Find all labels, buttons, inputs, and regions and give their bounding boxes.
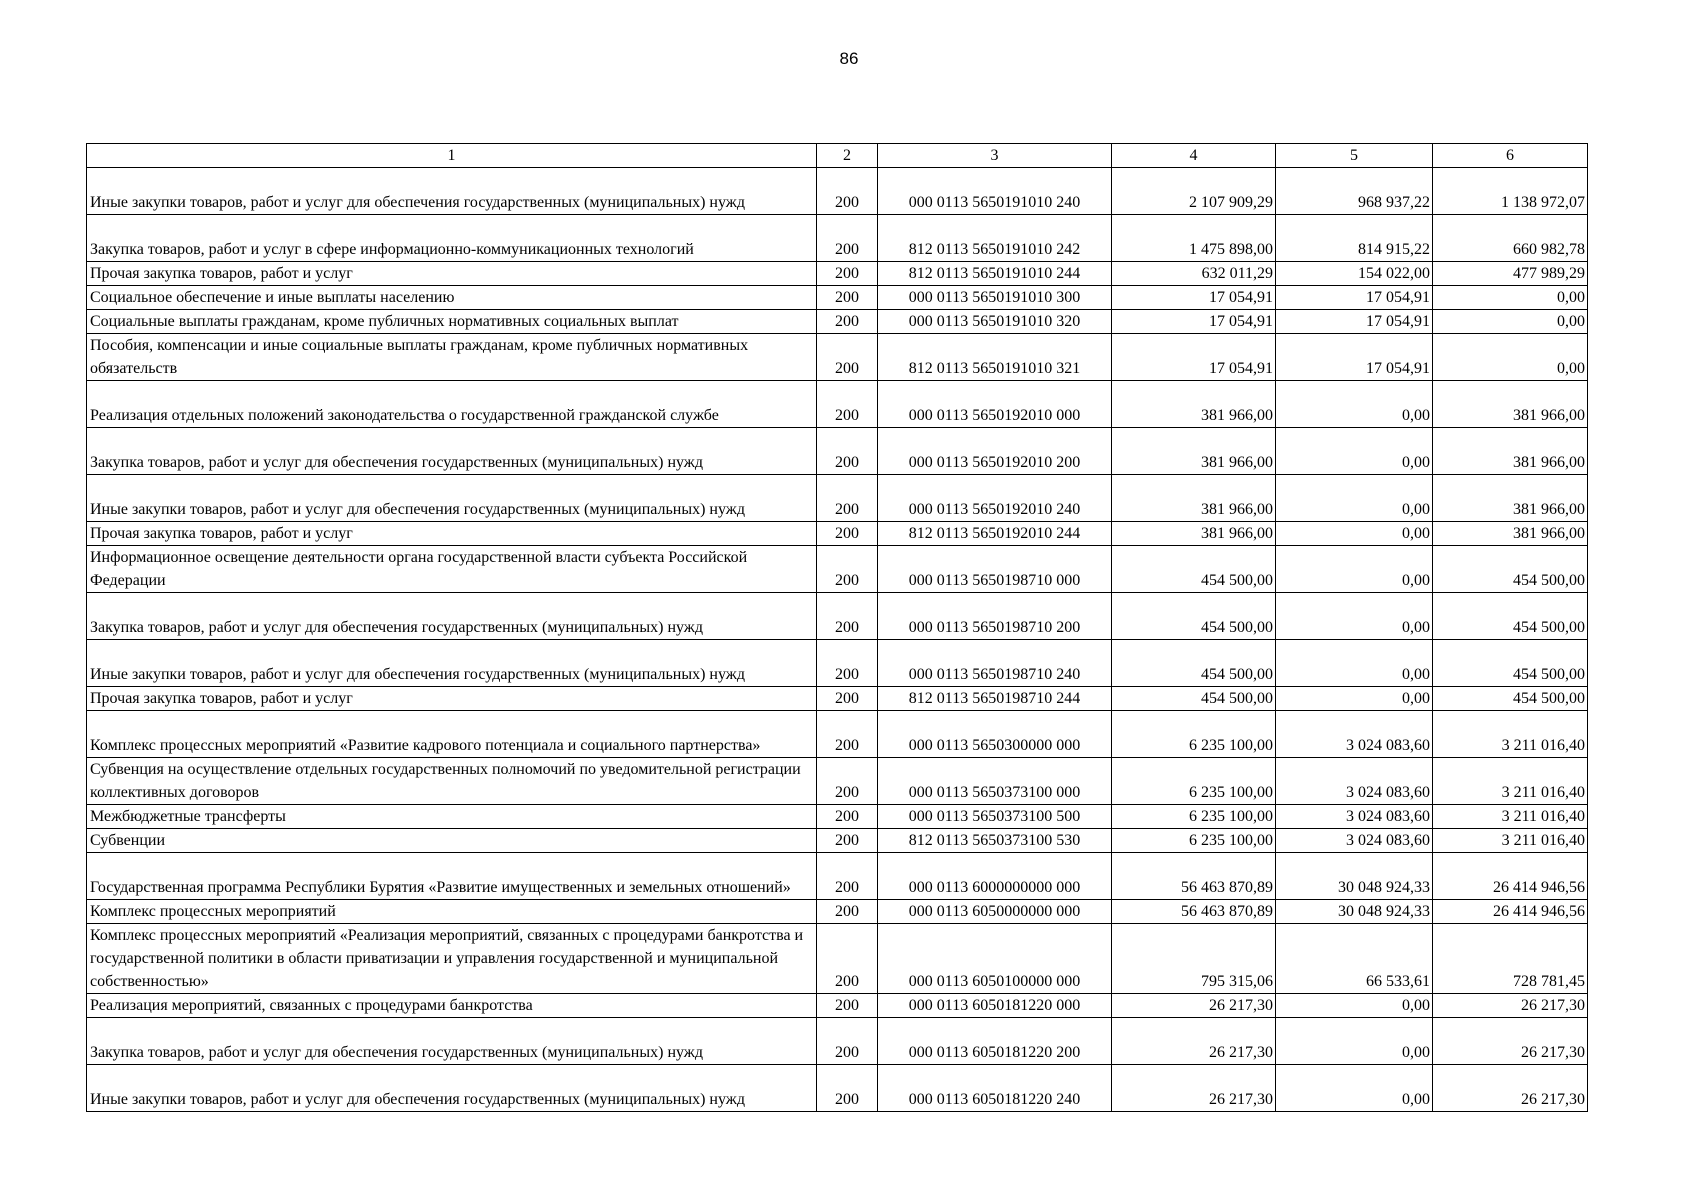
- header-row: [87, 144, 1588, 168]
- header-cell: 4: [1112, 144, 1276, 168]
- row-col5-cell: 0,00: [1276, 522, 1433, 546]
- row-col4-cell: 381 966,00: [1112, 381, 1276, 428]
- row-col6-cell: 381 966,00: [1433, 428, 1588, 475]
- row-col4-cell: 632 011,29: [1112, 262, 1276, 286]
- row-kbk-cell: 000 0113 5650192010 200: [878, 428, 1112, 475]
- row-kbk-cell: 000 0113 5650198710 240: [878, 640, 1112, 687]
- table-row: [87, 381, 1588, 428]
- row-kbk-cell: 000 0113 6050181220 200: [878, 1018, 1112, 1065]
- row-kbk-cell: 000 0113 5650198710 000: [878, 546, 1112, 593]
- budget-table: [86, 143, 1588, 1112]
- row-name-cell: Субвенции: [87, 829, 817, 853]
- row-col4-cell: 26 217,30: [1112, 994, 1276, 1018]
- row-kbk-cell: 812 0113 5650191010 321: [878, 334, 1112, 381]
- row-name-cell: Межбюджетные трансферты: [87, 805, 817, 829]
- row-col6-cell: 0,00: [1433, 334, 1588, 381]
- table-row: [87, 168, 1588, 215]
- row-col5-cell: 17 054,91: [1276, 310, 1433, 334]
- row-col6-cell: 381 966,00: [1433, 522, 1588, 546]
- row-col6-cell: 477 989,29: [1433, 262, 1588, 286]
- table-row: [87, 1065, 1588, 1112]
- table-row: [87, 593, 1588, 640]
- row-col4-cell: 381 966,00: [1112, 428, 1276, 475]
- row-col4-cell: 454 500,00: [1112, 546, 1276, 593]
- table-row: [87, 900, 1588, 924]
- row-name-cell: Закупка товаров, работ и услуг для обеспечения государственных (муниципальных) нужд: [87, 1018, 817, 1065]
- row-col5-cell: 3 024 083,60: [1276, 829, 1433, 853]
- row-kbk-cell: 000 0113 5650373100 000: [878, 758, 1112, 805]
- row-col6-cell: 3 211 016,40: [1433, 758, 1588, 805]
- row-col5-cell: 0,00: [1276, 593, 1433, 640]
- row-code-cell: 200: [817, 805, 878, 829]
- row-code-cell: 200: [817, 640, 878, 687]
- row-col6-cell: 26 414 946,56: [1433, 900, 1588, 924]
- row-kbk-cell: 812 0113 5650191010 244: [878, 262, 1112, 286]
- row-kbk-cell: 000 0113 5650191010 300: [878, 286, 1112, 310]
- row-col5-cell: 30 048 924,33: [1276, 853, 1433, 900]
- row-col6-cell: 381 966,00: [1433, 381, 1588, 428]
- row-col4-cell: 6 235 100,00: [1112, 805, 1276, 829]
- row-col5-cell: 0,00: [1276, 687, 1433, 711]
- table-row: [87, 310, 1588, 334]
- row-kbk-cell: 000 0113 6050000000 000: [878, 900, 1112, 924]
- row-name-cell: Социальное обеспечение и иные выплаты населению: [87, 286, 817, 310]
- row-code-cell: 200: [817, 381, 878, 428]
- row-col6-cell: 728 781,45: [1433, 924, 1588, 994]
- row-code-cell: 200: [817, 900, 878, 924]
- row-name-cell: Пособия, компенсации и иные социальные выплаты гражданам, кроме публичных нормативных обязательств: [87, 334, 817, 381]
- row-name-cell: Комплекс процессных мероприятий «Реализация мероприятий, связанных с процедурами банкротства и государственной политики в области приватизации и управления государственной и муниципальной собственностью»: [87, 924, 817, 994]
- row-col4-cell: 17 054,91: [1112, 334, 1276, 381]
- table-row: [87, 286, 1588, 310]
- row-code-cell: 200: [817, 853, 878, 900]
- row-kbk-cell: 812 0113 5650373100 530: [878, 829, 1112, 853]
- row-col6-cell: 454 500,00: [1433, 687, 1588, 711]
- row-col5-cell: 17 054,91: [1276, 334, 1433, 381]
- row-name-cell: Прочая закупка товаров, работ и услуг: [87, 522, 817, 546]
- row-col4-cell: 17 054,91: [1112, 310, 1276, 334]
- row-code-cell: 200: [817, 829, 878, 853]
- row-col4-cell: 6 235 100,00: [1112, 829, 1276, 853]
- table-row: [87, 687, 1588, 711]
- row-kbk-cell: 000 0113 6050181220 000: [878, 994, 1112, 1018]
- row-col5-cell: 0,00: [1276, 994, 1433, 1018]
- row-col6-cell: 1 138 972,07: [1433, 168, 1588, 215]
- row-name-cell: Прочая закупка товаров, работ и услуг: [87, 687, 817, 711]
- row-col5-cell: 0,00: [1276, 640, 1433, 687]
- row-kbk-cell: 000 0113 5650373100 500: [878, 805, 1112, 829]
- row-col4-cell: 795 315,06: [1112, 924, 1276, 994]
- row-code-cell: 200: [817, 334, 878, 381]
- row-col5-cell: 0,00: [1276, 1018, 1433, 1065]
- row-code-cell: 200: [817, 428, 878, 475]
- row-code-cell: 200: [817, 1018, 878, 1065]
- row-name-cell: Закупка товаров, работ и услуг для обеспечения государственных (муниципальных) нужд: [87, 593, 817, 640]
- row-col6-cell: 26 217,30: [1433, 994, 1588, 1018]
- row-name-cell: Социальные выплаты гражданам, кроме публичных нормативных социальных выплат: [87, 310, 817, 334]
- row-col5-cell: 0,00: [1276, 546, 1433, 593]
- row-col5-cell: 66 533,61: [1276, 924, 1433, 994]
- row-kbk-cell: 000 0113 6050181220 240: [878, 1065, 1112, 1112]
- row-name-cell: Информационное освещение деятельности органа государственной власти субъекта Российской Федерации: [87, 546, 817, 593]
- row-code-cell: 200: [817, 687, 878, 711]
- row-col4-cell: 454 500,00: [1112, 687, 1276, 711]
- row-name-cell: Иные закупки товаров, работ и услуг для обеспечения государственных (муниципальных) нужд: [87, 1065, 817, 1112]
- row-kbk-cell: 000 0113 5650300000 000: [878, 711, 1112, 758]
- row-col6-cell: 0,00: [1433, 286, 1588, 310]
- row-col6-cell: 454 500,00: [1433, 546, 1588, 593]
- header-cell: 6: [1433, 144, 1588, 168]
- row-name-cell: Иные закупки товаров, работ и услуг для обеспечения государственных (муниципальных) нужд: [87, 475, 817, 522]
- row-code-cell: 200: [817, 546, 878, 593]
- table-row: [87, 428, 1588, 475]
- row-name-cell: Иные закупки товаров, работ и услуг для обеспечения государственных (муниципальных) нужд: [87, 168, 817, 215]
- table-row: [87, 758, 1588, 805]
- row-col5-cell: 968 937,22: [1276, 168, 1433, 215]
- row-kbk-cell: 000 0113 5650192010 240: [878, 475, 1112, 522]
- row-name-cell: Комплекс процессных мероприятий: [87, 900, 817, 924]
- table-row: [87, 522, 1588, 546]
- row-col5-cell: 0,00: [1276, 475, 1433, 522]
- header-cell: 1: [87, 144, 817, 168]
- row-name-cell: Иные закупки товаров, работ и услуг для обеспечения государственных (муниципальных) нужд: [87, 640, 817, 687]
- header-cell: 5: [1276, 144, 1433, 168]
- row-name-cell: Реализация отдельных положений законодательства о государственной гражданской службе: [87, 381, 817, 428]
- row-code-cell: 200: [817, 310, 878, 334]
- row-kbk-cell: 812 0113 5650192010 244: [878, 522, 1112, 546]
- table-row: [87, 1018, 1588, 1065]
- row-col4-cell: 454 500,00: [1112, 593, 1276, 640]
- row-col4-cell: 381 966,00: [1112, 475, 1276, 522]
- row-col4-cell: 26 217,30: [1112, 1065, 1276, 1112]
- row-col4-cell: 1 475 898,00: [1112, 215, 1276, 262]
- row-kbk-cell: 000 0113 6050100000 000: [878, 924, 1112, 994]
- row-name-cell: Закупка товаров, работ и услуг для обеспечения государственных (муниципальных) нужд: [87, 428, 817, 475]
- row-kbk-cell: 812 0113 5650198710 244: [878, 687, 1112, 711]
- header-cell: 3: [878, 144, 1112, 168]
- table-body: [87, 144, 1588, 1112]
- row-col5-cell: 154 022,00: [1276, 262, 1433, 286]
- row-col6-cell: 26 414 946,56: [1433, 853, 1588, 900]
- row-col4-cell: 381 966,00: [1112, 522, 1276, 546]
- row-name-cell: Реализация мероприятий, связанных с процедурами банкротства: [87, 994, 817, 1018]
- row-kbk-cell: 000 0113 5650192010 000: [878, 381, 1112, 428]
- row-code-cell: 200: [817, 758, 878, 805]
- table-row: [87, 853, 1588, 900]
- row-col5-cell: 17 054,91: [1276, 286, 1433, 310]
- row-name-cell: Субвенция на осуществление отдельных государственных полномочий по уведомительной регистрации коллективных договоров: [87, 758, 817, 805]
- page-number: 86: [839, 49, 859, 68]
- row-col5-cell: 3 024 083,60: [1276, 805, 1433, 829]
- row-code-cell: 200: [817, 475, 878, 522]
- row-col5-cell: 814 915,22: [1276, 215, 1433, 262]
- table-row: [87, 924, 1588, 994]
- row-col5-cell: 3 024 083,60: [1276, 711, 1433, 758]
- table-row: [87, 546, 1588, 593]
- row-code-cell: 200: [817, 215, 878, 262]
- row-col6-cell: 381 966,00: [1433, 475, 1588, 522]
- row-col6-cell: 26 217,30: [1433, 1065, 1588, 1112]
- header-cell: 2: [817, 144, 878, 168]
- row-code-cell: 200: [817, 711, 878, 758]
- row-col6-cell: 454 500,00: [1433, 593, 1588, 640]
- row-col6-cell: 3 211 016,40: [1433, 805, 1588, 829]
- row-col5-cell: 30 048 924,33: [1276, 900, 1433, 924]
- row-col6-cell: 0,00: [1433, 310, 1588, 334]
- table-row: [87, 334, 1588, 381]
- row-code-cell: 200: [817, 522, 878, 546]
- row-col6-cell: 454 500,00: [1433, 640, 1588, 687]
- table-row: [87, 475, 1588, 522]
- table-row: [87, 829, 1588, 853]
- row-col6-cell: 3 211 016,40: [1433, 829, 1588, 853]
- table-row: [87, 215, 1588, 262]
- row-col5-cell: 0,00: [1276, 428, 1433, 475]
- table-row: [87, 805, 1588, 829]
- row-kbk-cell: 812 0113 5650191010 242: [878, 215, 1112, 262]
- row-col4-cell: 6 235 100,00: [1112, 758, 1276, 805]
- row-kbk-cell: 000 0113 5650198710 200: [878, 593, 1112, 640]
- row-col5-cell: 3 024 083,60: [1276, 758, 1433, 805]
- table-row: [87, 262, 1588, 286]
- row-col4-cell: 56 463 870,89: [1112, 853, 1276, 900]
- row-name-cell: Государственная программа Республики Бурятия «Развитие имущественных и земельных отношений»: [87, 853, 817, 900]
- table-row: [87, 711, 1588, 758]
- row-col4-cell: 2 107 909,29: [1112, 168, 1276, 215]
- row-code-cell: 200: [817, 924, 878, 994]
- row-col6-cell: 660 982,78: [1433, 215, 1588, 262]
- row-name-cell: Закупка товаров, работ и услуг в сфере информационно-коммуникационных технологий: [87, 215, 817, 262]
- row-name-cell: Прочая закупка товаров, работ и услуг: [87, 262, 817, 286]
- row-col4-cell: 56 463 870,89: [1112, 900, 1276, 924]
- row-col4-cell: 6 235 100,00: [1112, 711, 1276, 758]
- row-col5-cell: 0,00: [1276, 1065, 1433, 1112]
- row-col6-cell: 26 217,30: [1433, 1018, 1588, 1065]
- row-code-cell: 200: [817, 286, 878, 310]
- row-kbk-cell: 000 0113 5650191010 320: [878, 310, 1112, 334]
- row-col4-cell: 26 217,30: [1112, 1018, 1276, 1065]
- table-row: [87, 640, 1588, 687]
- row-name-cell: Комплекс процессных мероприятий «Развитие кадрового потенциала и социального партнерства»: [87, 711, 817, 758]
- row-code-cell: 200: [817, 262, 878, 286]
- row-col4-cell: 454 500,00: [1112, 640, 1276, 687]
- row-code-cell: 200: [817, 168, 878, 215]
- row-col6-cell: 3 211 016,40: [1433, 711, 1588, 758]
- row-col4-cell: 17 054,91: [1112, 286, 1276, 310]
- row-col5-cell: 0,00: [1276, 381, 1433, 428]
- row-code-cell: 200: [817, 593, 878, 640]
- row-code-cell: 200: [817, 994, 878, 1018]
- table-row: [87, 994, 1588, 1018]
- row-code-cell: 200: [817, 1065, 878, 1112]
- row-kbk-cell: 000 0113 6000000000 000: [878, 853, 1112, 900]
- row-kbk-cell: 000 0113 5650191010 240: [878, 168, 1112, 215]
